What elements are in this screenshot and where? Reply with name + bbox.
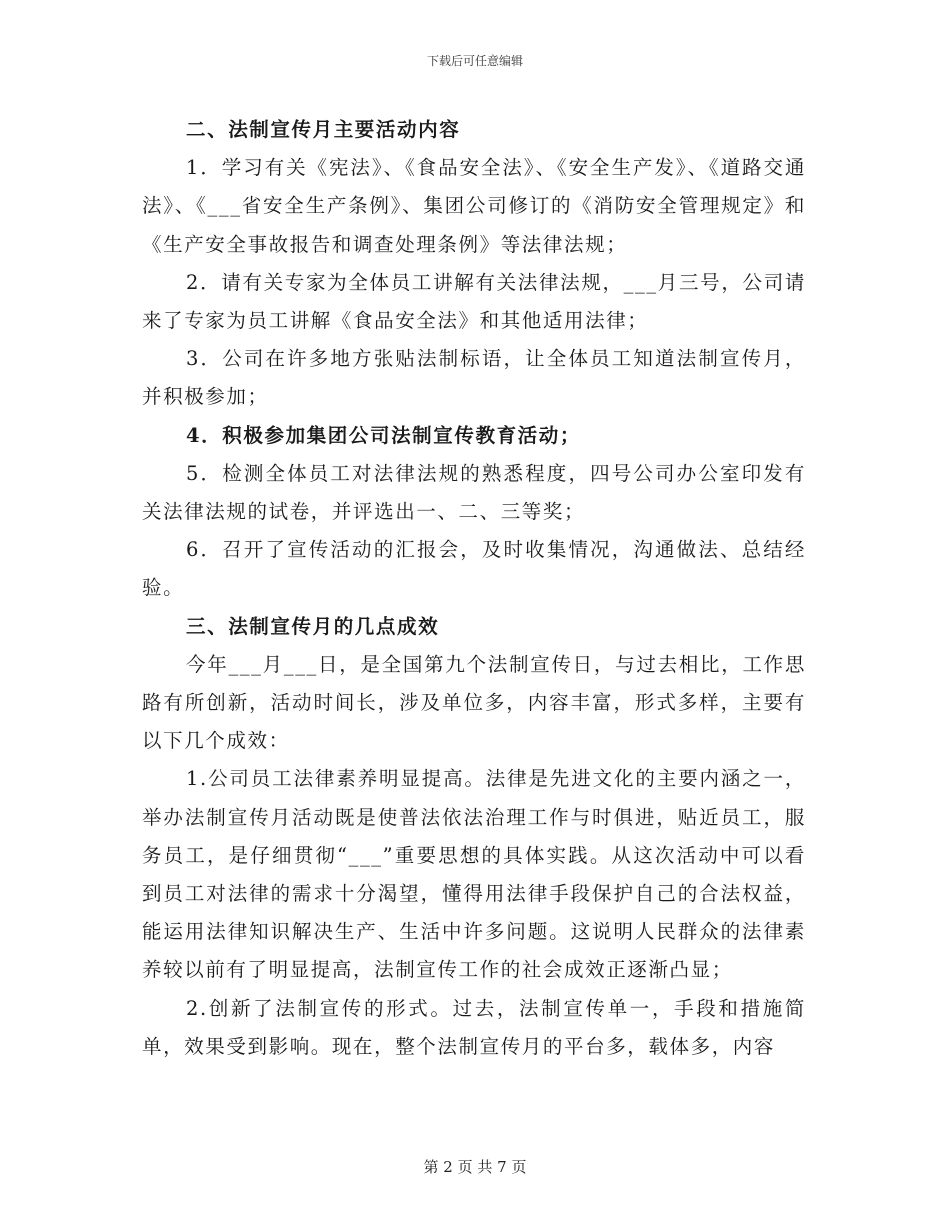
page-number-footer: 第 2 页 共 7 页 xyxy=(423,1158,527,1176)
activity-item-4: 4．积极参加集团公司法制宣传教育活动； xyxy=(186,423,581,447)
result-item-1: 1.公司员工法律素养明显提高。法律是先进文化的主要内涵之一，举办法制宣传月活动既是使普法依法治理工作与时俱进，贴近员工，服务员工，是仔细贯彻“___”重要思想的具体实践。从这次活动中可以看到员工对法律的需求十分渴望，懂得用法律手段保护自己的合法权益，能运用法律知识解决生产、生活中许多问题。这说明人民群众的法律素养较以前有了明显提高，法制宣传工作的社会成效正逐渐凸显； xyxy=(142,767,806,982)
page-header-note: 下载后可任意编辑 xyxy=(426,54,523,68)
result-item-2: 2.创新了法制宣传的形式。过去，法制宣传单一，手段和措施简单，效果受到影响。现在，整个法制宣传月的平台多，载体多，内容 xyxy=(142,996,806,1058)
activity-item-3: 3．公司在许多地方张贴法制标语，让全体员工知道法制宣传月，并积极参加； xyxy=(142,347,806,409)
results-intro: 今年___月___日，是全国第九个法制宣传日，与过去相比，工作思路有所创新，活动时间长，涉及单位多，内容丰富，形式多样，主要有以下几个成效： xyxy=(142,652,806,753)
activity-item-6: 6．召开了宣传活动的汇报会，及时收集情况，沟通做法、总结经验。 xyxy=(142,538,806,600)
document-body xyxy=(142,111,806,1066)
section-heading-results: 三、法制宣传月的几点成效 xyxy=(186,614,440,638)
section-heading-activities: 二、法制宣传月主要活动内容 xyxy=(186,118,461,141)
activity-item-2: 2．请有关专家为全体员工讲解有关法律法规，___月三号，公司请来了专家为员工讲解《食品安全法》和其他适用法律； xyxy=(142,270,806,333)
activity-item-1: 1．学习有关《宪法》、《食品安全法》、《安全生产发》、《道路交通法》、《___省安全生产条例》、集团公司修订的《消防安全管理规定》和《生产安全事故报告和调查处理条例》等法律法规； xyxy=(142,156,806,256)
activity-item-5: 5．检测全体员工对法律法规的熟悉程度，四号公司办公室印发有关法律法规的试卷，并评选出一、二、三等奖； xyxy=(142,461,806,524)
